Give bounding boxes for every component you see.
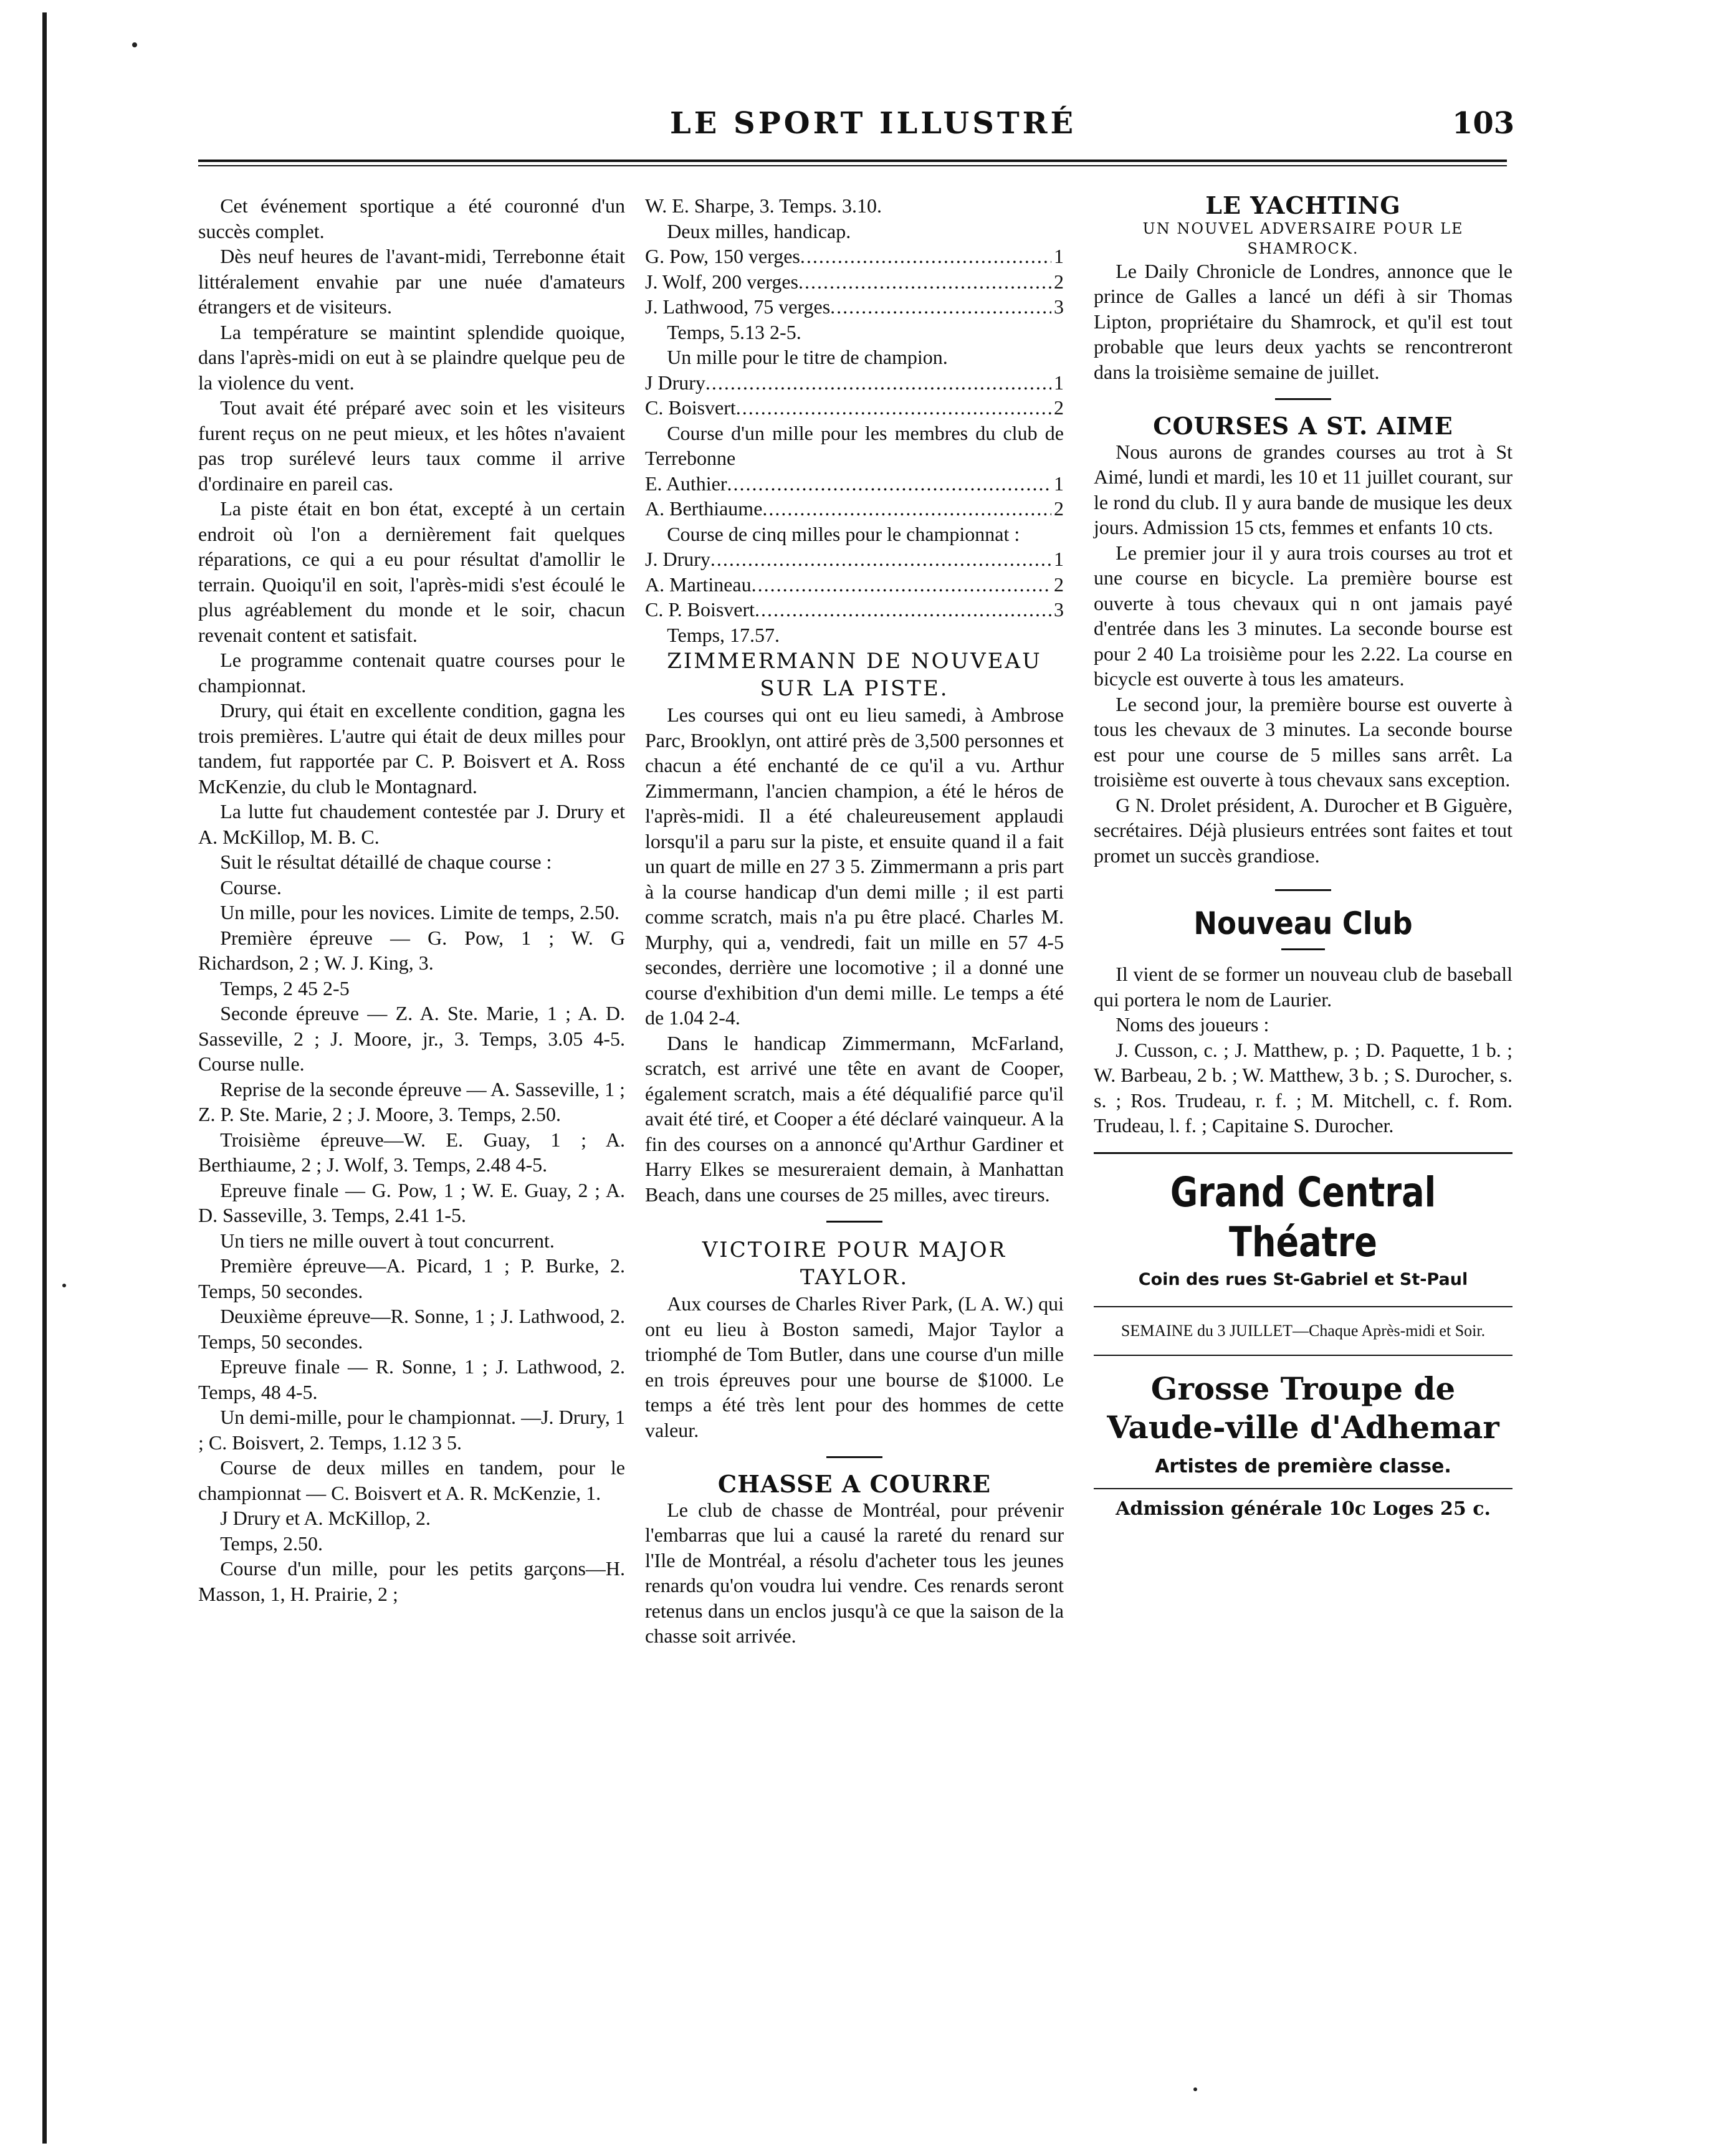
section-divider (1275, 398, 1331, 400)
aime-heading: COURSES A ST. AIME (1153, 412, 1453, 440)
column-right (1094, 193, 1513, 1523)
result-line: Epreuve finale — G. Pow, 1 ; W. E. Guay, 2 ; A. D. Sasseville, 3. Temps, 2.41 1-5. (198, 1178, 625, 1226)
aime-paragraph: Le premier jour il y aura trois courses au trot et une course en bicycle. La première bourse est ouverte à tous chevaux qui n ont jamais payé d'entrée dans les 3 minutes. La seconde bourse est pour 2 40 La troisième pour les 2.22. La course en bicycle est ouverte à tous les amateurs. (1094, 541, 1513, 690)
header-rule-thin (198, 165, 1507, 166)
result-line: Première épreuve — G. Pow, 1 ; W. G Richardson, 2 ; W. J. King, 3. (198, 926, 625, 974)
result-line: W. E. Sharpe, 3. Temps. 3.10. (645, 194, 882, 217)
rank: 1 (1054, 245, 1064, 267)
runner-name: J. Drury (645, 548, 710, 570)
result-line: Première épreuve—A. Picard, 1 ; P. Burke, 2. Temps, 50 secondes. (198, 1254, 625, 1302)
five-row (645, 597, 1064, 622)
chasse-paragraph: Le club de chasse de Montréal, pour prévenir l'embarras que lui a causé la rareté du renard sur l'Ile de Montréal, a résolu d'acheter tous les jeunes renards qu'on voudra lui vendre. Ces renards seront retenus dans un enclos jusqu'à ce que la saison de la chasse soit arrivée. (645, 1498, 1064, 1647)
rank: 3 (1054, 598, 1064, 621)
aime-paragraph: G N. Drolet président, A. Durocher et B Giguère, secrétaires. Déjà plusieurs entrées sont faites et tout promet un succès grandiose. (1094, 793, 1513, 867)
result-line: Un tiers ne mille ouvert à tout concurrent. (220, 1229, 555, 1252)
taylor-paragraph: Aux courses de Charles River Park, (L A. W.) qui ont eu lieu à Boston samedi, Major Taylor a triomphé de Tom Butler, dans une course d'un mille en trois épreuves pour une bourse de $1000. Le temps a été très lent pour des hommes de cette valeur. (645, 1292, 1064, 1441)
rank: 1 (1054, 548, 1064, 570)
ad-divider (1094, 1306, 1513, 1307)
result-line: Un demi-mille, pour le championnat. —J. Drury, 1 ; C. Boisvert, 2. Temps, 1.12 3 5. (198, 1406, 625, 1454)
section-divider (826, 1221, 882, 1223)
ad-title: Grand Central Théatre (1170, 1168, 1436, 1266)
section-divider (826, 1456, 882, 1458)
result-line: Course de deux milles en tandem, pour le championnat — C. Boisvert et A. R. McKenzie, 1. (198, 1456, 625, 1504)
five-row (645, 546, 1064, 572)
club-heading: Nouveau Club (1193, 905, 1413, 942)
rank: 2 (1054, 270, 1064, 293)
leader-dots (830, 294, 1051, 320)
rank: 2 (1054, 396, 1064, 419)
champ-row (645, 395, 1064, 421)
five-row (645, 572, 1064, 598)
speck (62, 1284, 66, 1287)
club-noms-title: Noms des joueurs : (1116, 1013, 1269, 1036)
runner-name: E. Authier (645, 472, 727, 495)
race-title: Course de cinq milles pour le championnat : (667, 522, 1020, 545)
intro-paragraph: Tout avait été préparé avec soin et les visiteurs furent reçus on ne peut mieux, et les hôtes n'avaient pas trop surélevé leurs taux comme il arrive d'ordinaire en pareil cas. (198, 396, 625, 495)
leader-dots (736, 395, 1051, 421)
zimmermann-paragraph: Dans le handicap Zimmermann, McFarland, scratch, est arrivé une tête en avant de Cooper, également scratch, mais a été déqualifié parce qu'il avait été tiré, et Cooper a été déclaré vainqueur. A la fin des courses on a annoncé qu'Arthur Gardiner et Harry Elkes se mesureraient demain, à Manhattan Beach, dans une courses de 25 milles, avec tireurs. (645, 1031, 1064, 1206)
intro-paragraph: La lutte fut chaudement contestée par J. Drury et A. McKillop, M. B. C. (198, 800, 625, 848)
page-number: 103 (1452, 106, 1515, 141)
section-divider (1281, 948, 1325, 950)
ad-troupe: Grosse Troupe de Vaude-ville d'Adhemar (1107, 1370, 1499, 1446)
leader-dots (755, 597, 1051, 622)
chasse-heading: CHASSE A COURRE (717, 1470, 992, 1498)
intro-paragraph: Cet événement sportique a été couronné d'un succès complet. (198, 194, 625, 242)
result-line: J Drury et A. McKillop, 2. (220, 1507, 431, 1529)
result-line: Course d'un mille, pour les petits garçons—H. Masson, 1, H. Prairie, 2 ; (198, 1557, 625, 1605)
taylor-heading: VICTOIRE POUR MAJOR TAYLOR. (702, 1238, 1007, 1290)
leader-dots (798, 269, 1051, 295)
handicap-row (645, 244, 1064, 269)
result-time: Temps, 5.13 2-5. (667, 320, 801, 343)
runner-name: J Drury (645, 371, 705, 394)
members-row (645, 471, 1064, 497)
page-edge (42, 12, 47, 2144)
leader-dots (710, 546, 1051, 572)
result-line: Un mille, pour les novices. Limite de temps, 2.50. (220, 901, 619, 923)
result-line: Troisième épreuve—W. E. Guay, 1 ; A. Berthiaume, 2 ; J. Wolf, 3. Temps, 2.48 4-5. (198, 1128, 625, 1176)
runner-name: J. Lathwood, 75 verges (645, 295, 831, 318)
race-title: Un mille pour le titre de champion. (667, 346, 948, 368)
intro-paragraph: La température se maintint splendide quoique, dans l'après-midi on eut à se plaindre quelque peu de la violence du vent. (198, 320, 625, 394)
header-rule (198, 160, 1507, 162)
rank: 2 (1054, 573, 1064, 596)
intro-paragraph: Drury, qui était en excellente condition, gagna les trois premières. L'autre qui était de deux milles pour tandem, fut rapportée par C. P. Boisvert et A. Ross McKenzie, du club le Montagnard. (198, 699, 625, 798)
intro-paragraph: Suit le résultat détaillé de chaque course : (220, 851, 552, 873)
section-divider (1275, 889, 1331, 891)
leader-dots (800, 244, 1051, 269)
ad-divider (1094, 1488, 1513, 1489)
result-line: Epreuve finale — R. Sonne, 1 ; J. Lathwood, 2. Temps, 48 4-5. (198, 1355, 625, 1403)
leader-dots (727, 471, 1051, 497)
page-header-title: LE SPORT ILLUSTRÉ (670, 106, 1077, 141)
runner-name: A. Berthiaume (645, 497, 763, 520)
speck (132, 42, 137, 47)
ad-admission: Admission générale 10c Loges 25 c. (1116, 1497, 1491, 1520)
intro-paragraph: Dès neuf heures de l'avant-midi, Terrebonne était littéralement envahie par une nuée d'amateurs étrangers et de visiteurs. (198, 245, 625, 318)
champ-row (645, 370, 1064, 396)
yachting-heading: LE YACHTING (1205, 191, 1401, 219)
club-paragraph: Il vient de se former un nouveau club de baseball qui portera le nom de Laurier. (1094, 963, 1513, 1011)
result-time: Temps, 17.57. (667, 623, 780, 646)
result-line: Course. (220, 875, 282, 899)
speck (1193, 2087, 1197, 2091)
result-line: Deux milles, handicap. (667, 219, 851, 242)
leader-dots (752, 572, 1051, 598)
aime-paragraph: Le second jour, la première bourse est ouverte à tous les chevaux de 3 minutes. La seconde bourse est pour une course de 5 milles sans arrêt. La troisième est ouverte à tous chevaux sans exception. (1094, 692, 1513, 791)
intro-paragraph: La piste était en bon état, excepté à un certain endroit où l'on a dernièrement fait quelques réparations, ce qui a eu pour résultat d'amollir le terrain. Quoiqu'il en soit, l'après-midi s'est écoulé le plus agréablement du monde et le soir, chacun revenait content et satisfait. (198, 497, 625, 646)
runner-name: G. Pow, 150 verges (645, 245, 800, 267)
yachting-subheading: UN NOUVEL ADVERSAIRE POUR LE SHAMROCK. (1142, 219, 1464, 257)
rank: 3 (1054, 295, 1064, 318)
result-line: Reprise de la seconde épreuve — A. Sasseville, 1 ; Z. P. Ste. Marie, 2 ; J. Moore, 3. Temps, 2.50. (198, 1077, 625, 1125)
result-line: Seconde épreuve — Z. A. Ste. Marie, 1 ; A. D. Sasseville, 2 ; J. Moore, jr., 3. Temps, 3.05 4-5. Course nulle. (198, 1002, 625, 1075)
zimmermann-heading: ZIMMERMANN DE NOUVEAU SUR LA PISTE. (667, 649, 1042, 701)
runner-name: A. Martineau (645, 573, 752, 596)
leader-dots (705, 370, 1051, 396)
handicap-row (645, 294, 1064, 320)
runner-name: J. Wolf, 200 verges (645, 270, 798, 293)
column-left (198, 193, 625, 1606)
rank: 1 (1054, 371, 1064, 394)
rank: 1 (1054, 472, 1064, 495)
result-line: Deuxième épreuve—R. Sonne, 1 ; J. Lathwood, 2. Temps, 50 secondes. (198, 1305, 625, 1353)
ad-subtitle: Coin des rues St-Gabriel et St-Paul (1138, 1269, 1468, 1289)
ad-divider (1094, 1355, 1513, 1356)
rank: 2 (1054, 497, 1064, 520)
runner-name: C. P. Boisvert (645, 598, 755, 621)
race-title: Course d'un mille pour les membres du club de Terrebonne (645, 421, 1064, 469)
runner-name: C. Boisvert (645, 396, 736, 419)
aime-paragraph: Nous aurons de grandes courses au trot à St Aimé, lundi et mardi, les 10 et 11 juillet courant, sur le rond du club. Il y aura bande de musique les deux jours. Admission 15 cts, femmes et enfants 10 cts. (1094, 440, 1513, 538)
zimmermann-paragraph: Les courses qui ont eu lieu samedi, à Ambrose Parc, Brooklyn, ont attiré près de 3,500 personnes et chacun a été enchanté de ce qu'il a vu. Arthur Zimmermann, l'ancien champion, a été le héros de l'après-midi. Il a été chaleureusement applaudi lorsqu'il a paru sur la piste, et ensuite quand il a fait un quart de mille en 27 3 5. Zimmermann a pris part à la course handicap d'un demi mille ; il est parti comme scratch, mais n'a pu être placé. Charles M. Murphy, qui a, vendredi, fait un mille en 57 4-5 secondes, derrière une locomotive ; il a donné une course d'exhibition d'un demi mille. Le temps a été de 1.04 2-4. (645, 704, 1064, 1029)
leader-dots (762, 496, 1051, 522)
ad-week: SEMAINE du 3 JUILLET—Chaque Après-midi et Soir. (1121, 1321, 1486, 1340)
intro-paragraph: Le programme contenait quatre courses pour le championnat. (198, 649, 625, 697)
result-line: Temps, 2.50. (220, 1532, 323, 1555)
ad-artists: Artistes de première classe. (1155, 1455, 1451, 1477)
ad-border-top (1094, 1152, 1513, 1154)
members-row (645, 496, 1064, 522)
yachting-paragraph: Le Daily Chronicle de Londres, annonce que le prince de Galles a lancé un défi à sir Thomas Lipton, propriétaire du Shamrock, et qu'il est tout probable que leurs deux yachts se rencontreront dans la troisième semaine de juillet. (1094, 259, 1513, 383)
club-noms: J. Cusson, c. ; J. Matthew, p. ; D. Paquette, 1 b. ; W. Barbeau, 2 b. ; W. Matthew, 3 b. ; S. Durocher, s. s. ; Ros. Trudeau, r. f. ; M. Mitchell, c. f. Rom. Trudeau, l. f. ; Capitaine S. Durocher. (1094, 1038, 1513, 1137)
column-middle (645, 193, 1064, 1649)
result-line: Temps, 2 45 2-5 (220, 976, 350, 999)
handicap-row (645, 269, 1064, 295)
